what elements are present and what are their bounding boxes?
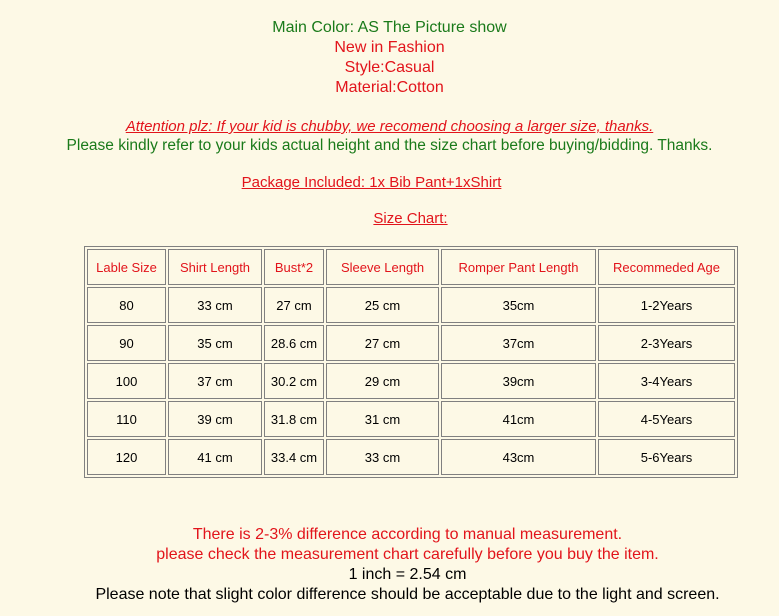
measurement-difference-note: There is 2-3% difference according to manual measurement. — [192, 526, 623, 543]
table-cell: 33 cm — [326, 439, 439, 475]
package-included-text: Package Included: 1x Bib Pant+1xShirt — [241, 174, 502, 191]
table-cell: 80 — [87, 287, 166, 323]
header-cell: Bust*2 — [264, 249, 324, 285]
table-cell: 37 cm — [168, 363, 262, 399]
table-cell: 33.4 cm — [264, 439, 324, 475]
material-text: Material:Cotton — [335, 79, 444, 96]
table-cell: 31.8 cm — [264, 401, 324, 437]
check-chart-note: please check the measurement chart carefully before you buy the item. — [156, 546, 659, 563]
table-cell: 33 cm — [168, 287, 262, 323]
table-row — [87, 363, 735, 399]
table-cell: 100 — [87, 363, 166, 399]
table-cell: 27 cm — [264, 287, 324, 323]
table-cell: 30.2 cm — [264, 363, 324, 399]
main-color-text: Main Color: AS The Picture show — [272, 19, 507, 36]
table-row — [87, 439, 735, 475]
table-cell: 43cm — [441, 439, 596, 475]
table-cell: 37cm — [441, 325, 596, 361]
inch-conversion-note: 1 inch = 2.54 cm — [348, 566, 467, 583]
attention-notice: Attention plz: If your kid is chubby, we recomend choosing a larger size, thanks. — [125, 118, 654, 135]
table-cell: 120 — [87, 439, 166, 475]
table-cell: 31 cm — [326, 401, 439, 437]
table-header-row — [87, 249, 735, 285]
header-cell: Romper Pant Length — [441, 249, 596, 285]
table-cell: 35 cm — [168, 325, 262, 361]
header-cell: Shirt Length — [168, 249, 262, 285]
table-row — [87, 401, 735, 437]
size-chart-title: Size Chart: — [373, 210, 448, 227]
header-cell: Recommeded Age — [598, 249, 735, 285]
table-cell: 28.6 cm — [264, 325, 324, 361]
table-cell: 5-6Years — [598, 439, 735, 475]
table-cell: 39cm — [441, 363, 596, 399]
table-cell: 41 cm — [168, 439, 262, 475]
table-row — [87, 287, 735, 323]
table-row — [87, 325, 735, 361]
table-cell: 29 cm — [326, 363, 439, 399]
size-chart-table — [84, 246, 738, 478]
table-cell: 39 cm — [168, 401, 262, 437]
table-cell: 90 — [87, 325, 166, 361]
style-text: Style:Casual — [344, 59, 435, 76]
size-chart-refer-notice: Please kindly refer to your kids actual height and the size chart before buying/bidding. Thanks. — [66, 137, 713, 154]
header-cell: Sleeve Length — [326, 249, 439, 285]
table-cell: 3-4Years — [598, 363, 735, 399]
table-cell: 110 — [87, 401, 166, 437]
table-cell: 27 cm — [326, 325, 439, 361]
color-difference-note: Please note that slight color difference should be acceptable due to the light and screen. — [95, 586, 720, 603]
table-cell: 35cm — [441, 287, 596, 323]
table-cell: 4-5Years — [598, 401, 735, 437]
table-cell: 41cm — [441, 401, 596, 437]
header-cell: Lable Size — [87, 249, 166, 285]
table-cell: 1-2Years — [598, 287, 735, 323]
new-in-fashion-text: New in Fashion — [334, 39, 445, 56]
table-cell: 2-3Years — [598, 325, 735, 361]
table-cell: 25 cm — [326, 287, 439, 323]
